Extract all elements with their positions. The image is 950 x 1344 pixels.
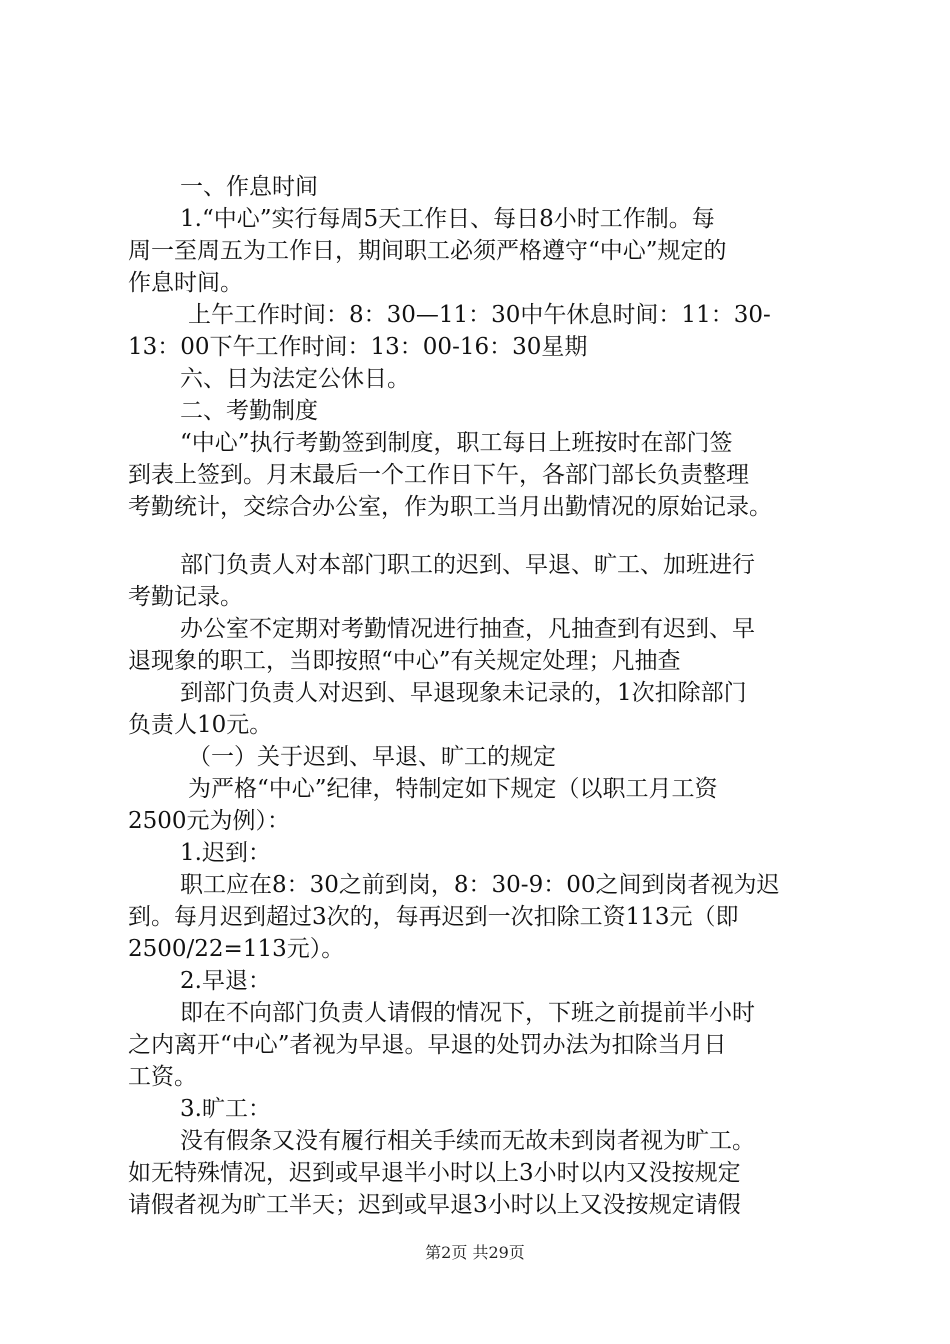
paragraph-line: 到。每月迟到超过3次的，每再迟到一次扣除工资113元（即 bbox=[128, 904, 739, 930]
paragraph-line: 2500/22=113元）。 bbox=[128, 936, 345, 962]
paragraph-line: 周一至周五为工作日，期间职工必须严格遵守“中心”规定的 bbox=[128, 238, 727, 264]
paragraph-line: 到部门负责人对迟到、早退现象未记录的，1次扣除部门 bbox=[180, 680, 747, 706]
page-footer: 第2页 共29页 bbox=[425, 1243, 525, 1262]
paragraph-line: 没有假条又没有履行相关手续而无故未到岗者视为旷工。 bbox=[180, 1128, 755, 1154]
paragraph-line: 考勤统计，交综合办公室，作为职工当月出勤情况的原始记录。 bbox=[128, 494, 772, 520]
paragraph-line: 工资。 bbox=[128, 1064, 197, 1090]
paragraph-line: 办公室不定期对考勤情况进行抽查，凡抽查到有迟到、早 bbox=[180, 616, 755, 642]
paragraph-line: 即在不向部门负责人请假的情况下，下班之前提前半小时 bbox=[180, 1000, 755, 1026]
paragraph-line: 13：00下午工作时间：13：00-16：30星期 bbox=[128, 334, 588, 360]
paragraph-line: 六、日为法定公休日。 bbox=[180, 366, 410, 392]
document-body bbox=[128, 171, 834, 1221]
paragraph-line: 作息时间。 bbox=[128, 270, 243, 296]
paragraph-line: 考勤记录。 bbox=[128, 584, 243, 610]
item-heading: 3.旷工： bbox=[180, 1096, 271, 1122]
section-heading: 一、作息时间 bbox=[180, 174, 318, 200]
paragraph-line: 职工应在8：30之前到岗，8：30-9：00之间到岗者视为迟 bbox=[180, 872, 780, 898]
paragraph-line: 请假者视为旷工半天；迟到或早退3小时以上又没按规定请假 bbox=[128, 1192, 741, 1218]
paragraph-line: 负责人10元。 bbox=[128, 712, 273, 738]
paragraph-line: “中心”执行考勤签到制度，职工每日上班按时在部门签 bbox=[180, 430, 733, 456]
subsection-heading: （一）关于迟到、早退、旷工的规定 bbox=[188, 744, 556, 770]
paragraph-line: 之内离开“中心”者视为早退。早退的处罚办法为扣除当月日 bbox=[128, 1032, 727, 1058]
paragraph-line: 退现象的职工，当即按照“中心”有关规定处理；凡抽查 bbox=[128, 648, 681, 674]
blank-line bbox=[128, 523, 834, 549]
paragraph-line: 如无特殊情况，迟到或早退半小时以上3小时以内又没按规定 bbox=[128, 1160, 741, 1186]
paragraph-line: 为严格“中心”纪律，特制定如下规定（以职工月工资 bbox=[188, 776, 718, 802]
section-heading: 二、考勤制度 bbox=[180, 398, 318, 424]
paragraph-line: 上午工作时间：8：30—11：30中午休息时间：11：30- bbox=[188, 302, 771, 328]
paragraph-line: 2500元为例）： bbox=[128, 808, 291, 834]
paragraph-line: 部门负责人对本部门职工的迟到、早退、旷工、加班进行 bbox=[180, 552, 755, 578]
item-heading: 1.迟到： bbox=[180, 840, 271, 866]
item-heading: 2.早退： bbox=[180, 968, 271, 994]
paragraph-line: 1.“中心”实行每周5天工作日、每日8小时工作制。每 bbox=[180, 206, 715, 232]
paragraph-line: 到表上签到。月末最后一个工作日下午，各部门部长负责整理 bbox=[128, 462, 749, 488]
